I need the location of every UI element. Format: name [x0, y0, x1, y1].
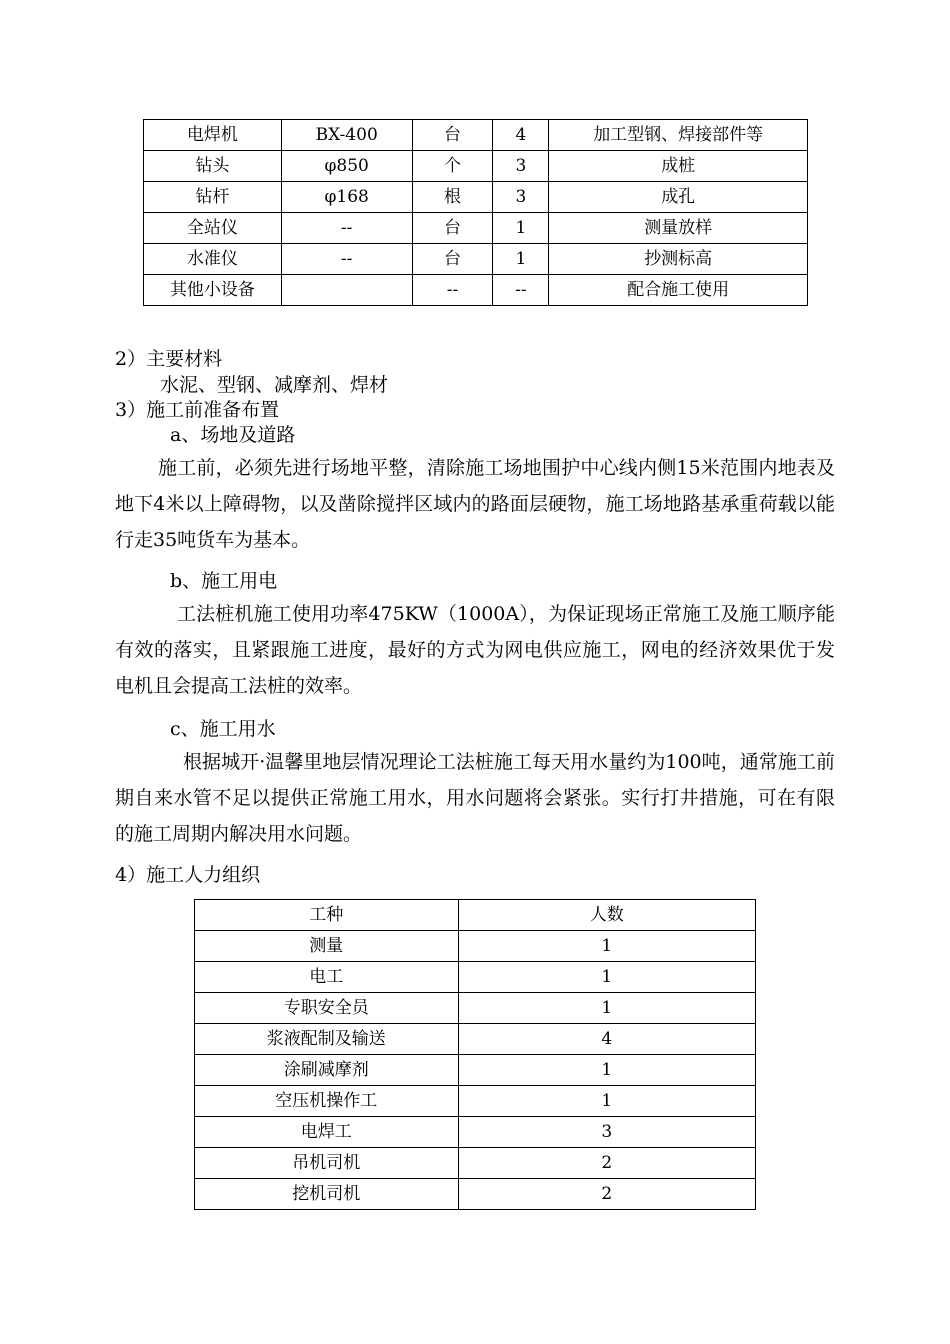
table-cell: 全站仪	[144, 213, 282, 244]
table-row	[144, 120, 808, 151]
table-cell: 1	[458, 931, 755, 962]
table-cell: 台	[412, 213, 493, 244]
table-cell: 台	[412, 120, 493, 151]
table-cell: BX-400	[281, 120, 412, 151]
table-cell: 测量放样	[549, 213, 808, 244]
table-cell: 挖机司机	[195, 1179, 459, 1210]
table-cell: --	[493, 275, 549, 306]
section-3-heading: 3）施工前准备布置	[115, 399, 280, 421]
table-cell: --	[412, 275, 493, 306]
section-2-heading: 2）主要材料	[115, 348, 223, 370]
subsection-c-text: 根据城开·温馨里地层情况理论工法桩施工每天用水量约为100吨，通常施工前期自来水管不足以提供正常施工用水，用水问题将会紧张。实行打井措施，可在有限的施工周期内解决用水问题。	[115, 751, 835, 845]
table-cell: 个	[412, 151, 493, 182]
subsection-b-text: 工法桩机施工使用功率475KW（1000A），为保证现场正常施工及施工顺序能有效的落实，且紧跟施工进度，最好的方式为网电供应施工，网电的经济效果优于发电机且会提高工法桩的效率。	[115, 603, 835, 697]
table-row	[195, 993, 756, 1024]
table-row	[144, 151, 808, 182]
table-cell: --	[281, 244, 412, 275]
table-row	[195, 1117, 756, 1148]
table-cell: 浆液配制及输送	[195, 1024, 459, 1055]
equipment-table	[143, 119, 808, 306]
table-row	[195, 1086, 756, 1117]
table-cell: 电焊工	[195, 1117, 459, 1148]
staffing-header-row	[195, 900, 756, 931]
table-cell: 1	[493, 213, 549, 244]
table-cell: φ168	[281, 182, 412, 213]
table-cell: 1	[458, 993, 755, 1024]
table-cell: 成桩	[549, 151, 808, 182]
table-cell: 2	[458, 1148, 755, 1179]
table-row	[195, 1055, 756, 1086]
table-cell: 根	[412, 182, 493, 213]
table-cell: 空压机操作工	[195, 1086, 459, 1117]
table-cell: 4	[458, 1024, 755, 1055]
table-cell: --	[281, 213, 412, 244]
table-cell: φ850	[281, 151, 412, 182]
table-cell: 电工	[195, 962, 459, 993]
table-row	[144, 275, 808, 306]
materials-list: 水泥、型钢、减摩剂、焊材	[160, 374, 389, 396]
table-cell: 成孔	[549, 182, 808, 213]
section-4-heading: 4）施工人力组织	[115, 864, 261, 886]
table-cell: 水准仪	[144, 244, 282, 275]
table-cell: 1	[458, 962, 755, 993]
table-cell: 台	[412, 244, 493, 275]
staffing-table	[194, 899, 756, 1210]
table-row	[195, 1148, 756, 1179]
table-cell: 3	[493, 151, 549, 182]
table-cell: 钻头	[144, 151, 282, 182]
table-row	[195, 1179, 756, 1210]
table-cell: 配合施工使用	[549, 275, 808, 306]
table-cell: 1	[493, 244, 549, 275]
table-cell	[281, 275, 412, 306]
table-row	[195, 1024, 756, 1055]
table-cell: 测量	[195, 931, 459, 962]
table-cell: 电焊机	[144, 120, 282, 151]
table-cell: 3	[493, 182, 549, 213]
table-cell: 4	[493, 120, 549, 151]
table-cell: 其他小设备	[144, 275, 282, 306]
table-row	[144, 182, 808, 213]
header-cell: 人数	[458, 900, 755, 931]
table-cell: 加工型钢、焊接部件等	[549, 120, 808, 151]
table-row	[195, 962, 756, 993]
header-cell: 工种	[195, 900, 459, 931]
table-cell: 3	[458, 1117, 755, 1148]
table-cell: 吊机司机	[195, 1148, 459, 1179]
table-row	[144, 244, 808, 275]
table-cell: 2	[458, 1179, 755, 1210]
table-cell: 专职安全员	[195, 993, 459, 1024]
table-cell: 1	[458, 1055, 755, 1086]
subsection-b-heading: b、施工用电	[170, 570, 278, 592]
subsection-a-text: 施工前，必须先进行场地平整，清除施工场地围护中心线内侧15米范围内地表及地下4米以上障碍物，以及凿除搅拌区域内的路面层硬物，施工场地路基承重荷载以能行走35吨货车为基本。	[115, 457, 835, 551]
table-cell: 钻杆	[144, 182, 282, 213]
table-row	[195, 931, 756, 962]
subsection-a-heading: a、场地及道路	[170, 424, 296, 446]
table-cell: 涂刷减摩剂	[195, 1055, 459, 1086]
table-cell: 抄测标高	[549, 244, 808, 275]
table-row	[144, 213, 808, 244]
subsection-c-heading: c、施工用水	[170, 718, 276, 740]
table-cell: 1	[458, 1086, 755, 1117]
